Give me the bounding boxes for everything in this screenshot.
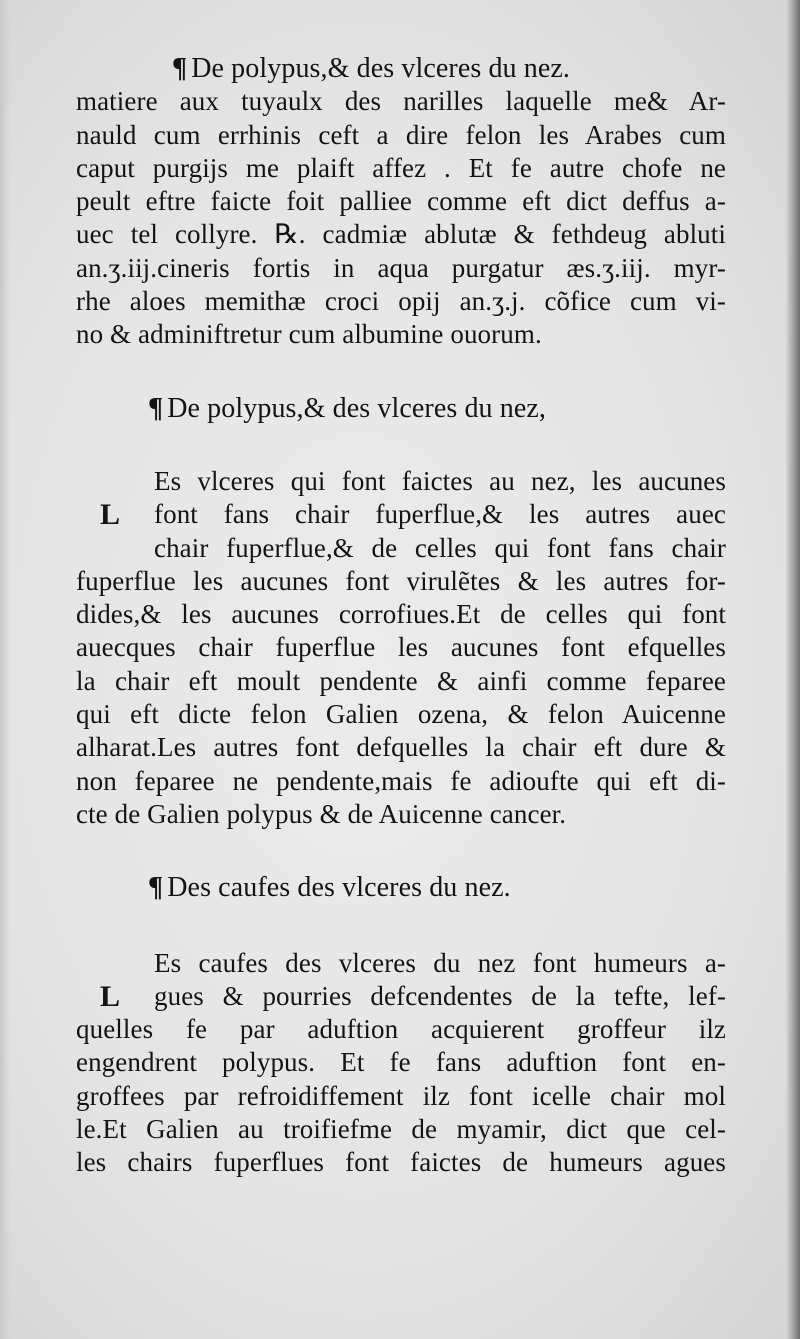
text-line: Es vlceres qui font faictes au nez, les aucunes — [154, 465, 726, 496]
section-heading — [76, 871, 726, 904]
text-line: qui eft dicte felon Galien ozena, & felon Auicenne — [76, 699, 726, 730]
spacer — [76, 831, 726, 871]
pilcrow-icon: ¶ — [172, 53, 188, 84]
running-head — [76, 52, 726, 85]
text-line: uec tel collyre. ℞. cadmiæ ablutæ & fethdeug abluti — [76, 219, 726, 250]
text-line: rhe aloes memithæ croci opij an.ʒ.j. cõfice cum vi- — [76, 286, 726, 317]
text-line: peult eftre faicte foit palliee comme eft dict deffus a- — [76, 186, 726, 217]
text-line: no & adminiftretur cum albumine ouorum. — [76, 319, 542, 350]
page-gutter-shadow — [0, 0, 10, 1339]
running-head-text: De polypus,& des vlceres du nez. — [191, 53, 571, 84]
section-heading-text: De polypus,& des vlceres du nez, — [167, 392, 547, 424]
text-line: quelles fe par aduftion acquierent groffeur ilz — [76, 1014, 726, 1045]
text-line: matiere aux tuyaulx des narilles laquelle me& Ar- — [76, 86, 726, 117]
text-line: cte de Galien polypus & de Auicenne cancer. — [76, 798, 567, 829]
text-line: nauld cum errhinis ceft a dire felon les Arabes cum — [76, 119, 726, 150]
section-paragraph — [76, 947, 726, 1180]
text-line: auecques chair fuperflue les aucunes font efquelles — [76, 632, 726, 663]
text-line: gues & pourries defcendentes de la tefte, lef- — [154, 980, 726, 1011]
page-text — [76, 52, 726, 1180]
pilcrow-icon: ¶ — [148, 872, 164, 904]
section-paragraph — [76, 465, 726, 831]
section-heading-text: Des caufes des vlceres du nez. — [167, 872, 511, 904]
spacer — [76, 352, 726, 392]
text-line: les chairs fuperflues font faictes de humeurs agues — [76, 1147, 726, 1178]
page-edge — [786, 0, 800, 1339]
drop-capital: L — [100, 979, 121, 1013]
text-line: an.ʒ.iij.cineris fortis in aqua purgatur æs.ʒ.iij. myr- — [76, 252, 726, 283]
text-line: chair fuperflue,& de celles qui font fans chair — [154, 532, 726, 563]
spacer — [76, 425, 726, 465]
text-line: alharat.Les autres font defquelles la chair eft dure & — [76, 732, 726, 763]
pilcrow-icon: ¶ — [148, 392, 164, 424]
text-line: Es caufes des vlceres du nez font humeurs a- — [154, 947, 726, 978]
text-line: la chair eft moult pendente & ainfi comme feparee — [76, 665, 726, 696]
text-line: non feparee ne pendente,mais fe adioufte qui eft di- — [76, 765, 726, 796]
text-line: dides,& les aucunes corrofiues.Et de celles qui font — [76, 599, 726, 630]
spacer — [76, 905, 726, 947]
text-line: fuperflue les aucunes font virulẽtes & les autres for- — [76, 565, 726, 596]
drop-capital: L — [100, 498, 121, 532]
text-line: le.Et Galien au troifiefme de myamir, dict que cel- — [76, 1114, 726, 1145]
text-line: caput purgijs me plaift affez . Et fe autre chofe ne — [76, 152, 726, 183]
section-heading — [76, 392, 726, 425]
text-line: groffees par refroidiffement ilz font icelle chair mol — [76, 1080, 726, 1111]
paragraph-continuation — [76, 85, 726, 351]
text-line: engendrent polypus. Et fe fans aduftion font en- — [76, 1047, 726, 1078]
text-line: font fans chair fuperflue,& les autres auec — [154, 499, 726, 530]
